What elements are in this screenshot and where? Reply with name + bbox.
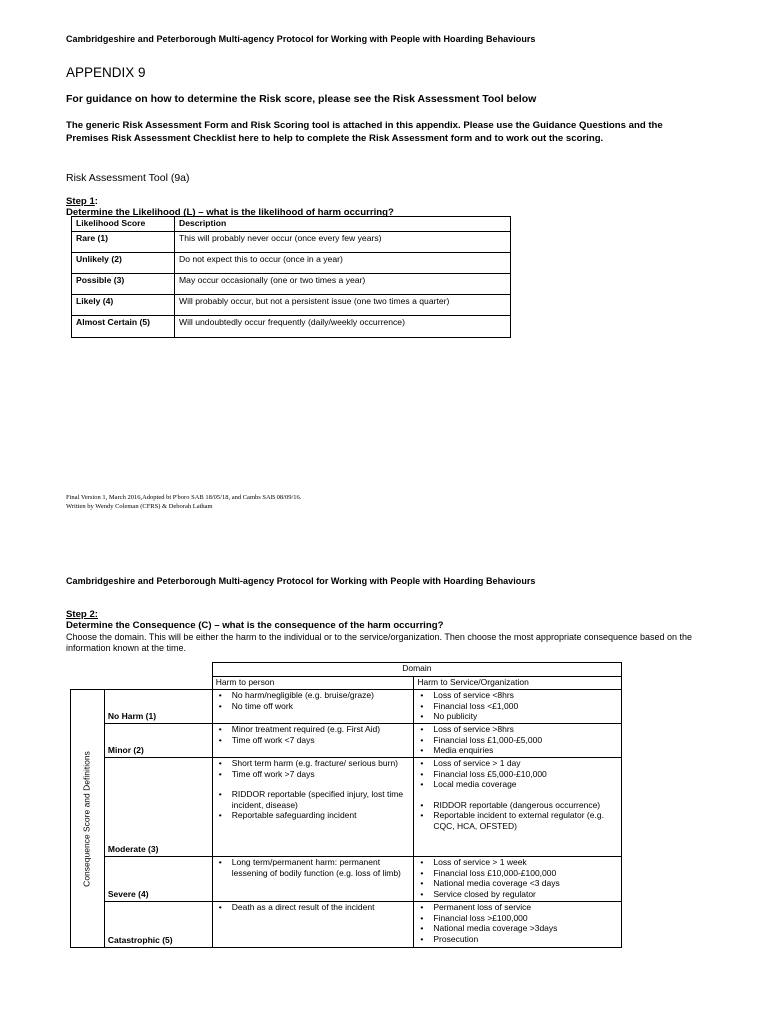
- side-label-cell: [71, 690, 105, 948]
- service-cell: [414, 758, 622, 857]
- likelihood-header-description: Description: [175, 217, 511, 232]
- likelihood-header-score: Likelihood Score: [72, 217, 175, 232]
- list-item: • Financial loss >£100,000: [433, 913, 618, 924]
- likelihood-score: Almost Certain (5): [72, 316, 175, 338]
- service-cell: [414, 690, 622, 724]
- blank-corner: [71, 677, 213, 690]
- list-item: • Reportable safeguarding incident: [232, 810, 411, 821]
- person-cell: [212, 857, 414, 902]
- person-cell: [212, 724, 414, 758]
- likelihood-row: [72, 295, 511, 316]
- guidance-line: For guidance on how to determine the Risk score, please see the Risk Assessment Tool below: [66, 93, 537, 105]
- service-cell: [414, 857, 622, 902]
- list-item: • Permanent loss of service: [433, 902, 618, 913]
- list-item: • RIDDOR reportable (specified injury, lost time incident, disease): [232, 789, 411, 810]
- list-item: • Financial loss <£1,000: [433, 701, 618, 712]
- list-item: • Financial loss £10,000-£100,000: [433, 868, 618, 879]
- side-label: Consequence Score and Definitions: [82, 750, 93, 887]
- step1-colon: :: [94, 196, 98, 207]
- step2-description: Choose the domain. This will be either the harm to the individual or to the service/organization. Then choose the most appropriate consequence based on the information known at the time.: [66, 632, 693, 653]
- tool-title: Risk Assessment Tool (9a): [66, 172, 190, 184]
- consequence-row: [71, 857, 622, 902]
- step2-heading: [66, 609, 443, 631]
- harm-to-person-header: Harm to person: [212, 677, 414, 690]
- likelihood-score: Unlikely (2): [72, 253, 175, 274]
- consequence-row: [71, 690, 622, 724]
- service-cell: [414, 724, 622, 758]
- intro-paragraph: The generic Risk Assessment Form and Risk Scoring tool is attached in this appendix. Please use the Guidance Questions and the Premises Risk Assessment Checklist here to help to complete the Risk Assessment form and to work out the scoring.: [66, 120, 663, 144]
- step1-label: Step 1: [66, 196, 95, 207]
- consequence-label: Severe (4): [104, 857, 212, 902]
- list-item: • Financial loss £5,000-£10,000: [433, 769, 618, 780]
- step2-text: Determine the Consequence (C) – what is the consequence of the harm occurring?: [66, 620, 444, 631]
- consequence-label: Catastrophic (5): [104, 902, 212, 948]
- domain-header: Domain: [212, 663, 621, 677]
- list-item: • Time off work <7 days: [232, 735, 411, 746]
- list-item: • National media coverage <3 days: [433, 878, 618, 889]
- likelihood-description: Do not expect this to occur (once in a year): [175, 253, 511, 274]
- list-item: • Local media coverage: [433, 779, 618, 790]
- list-item: • Minor treatment required (e.g. First Aid): [232, 724, 411, 735]
- likelihood-description: May occur occasionally (one or two times a year): [175, 274, 511, 295]
- page-footer: [66, 493, 301, 511]
- harm-to-service-header: Harm to Service/Organization: [414, 677, 622, 690]
- list-item: • Loss of service > 1 week: [433, 857, 618, 868]
- consequence-table: [70, 662, 622, 948]
- list-item: • Loss of service <8hrs: [433, 690, 618, 701]
- likelihood-row: [72, 274, 511, 295]
- consequence-row: [71, 758, 622, 857]
- list-item: • Loss of service > 1 day: [433, 758, 618, 769]
- footer-version-line: Final Version 1, March 2016,Adopted bt P'boro SAB 18/05/18, and Cambs SAB 08/09/16.: [66, 494, 302, 501]
- column-header-row: [71, 677, 622, 690]
- list-item: • Short term harm (e.g. fracture/ serious burn): [232, 758, 411, 769]
- list-item: • No publicity: [433, 711, 618, 722]
- likelihood-score: Rare (1): [72, 232, 175, 253]
- likelihood-description: Will probably occur, but not a persistent issue (one two times a quarter): [175, 295, 511, 316]
- likelihood-table: [71, 216, 511, 338]
- consequence-row: [71, 902, 622, 948]
- list-item: • RIDDOR reportable (dangerous occurrence): [433, 800, 618, 811]
- consequence-label: Minor (2): [104, 724, 212, 758]
- likelihood-score: Likely (4): [72, 295, 175, 316]
- person-cell: [212, 758, 414, 857]
- likelihood-description: Will undoubtedly occur frequently (daily/weekly occurrence): [175, 316, 511, 338]
- list-item: • Time off work >7 days: [232, 769, 411, 780]
- blank-corner: [71, 663, 213, 677]
- page2-header: Cambridgeshire and Peterborough Multi-agency Protocol for Working with People with Hoarding Behaviours: [66, 576, 536, 586]
- list-item: • Prosecution: [433, 934, 618, 945]
- list-item: • No time off work: [232, 701, 411, 712]
- list-item: • Financial loss £1,000-£5,000: [433, 735, 618, 746]
- likelihood-description: This will probably never occur (once every few years): [175, 232, 511, 253]
- list-item: • Death as a direct result of the incident: [232, 902, 411, 913]
- step2-label: Step 2:: [66, 609, 98, 620]
- list-item: • Long term/permanent harm: permanent lessening of bodily function (e.g. loss of limb): [232, 857, 411, 878]
- person-cell: [212, 690, 414, 724]
- list-item: • Reportable incident to external regulator (e.g. CQC, HCA, OFSTED): [433, 810, 618, 831]
- consequence-label: No Harm (1): [104, 690, 212, 724]
- domain-row: [71, 663, 622, 677]
- service-cell: [414, 902, 622, 948]
- likelihood-row: [72, 232, 511, 253]
- step1-heading: [66, 196, 394, 218]
- page-header: Cambridgeshire and Peterborough Multi-agency Protocol for Working with People with Hoarding Behaviours: [66, 34, 536, 44]
- likelihood-row: [72, 316, 511, 338]
- appendix-title: APPENDIX 9: [66, 65, 146, 80]
- footer-author-line: Written by Wendy Coleman (CFRS) & Deborah Latham: [66, 503, 213, 510]
- consequence-label: Moderate (3): [104, 758, 212, 857]
- consequence-row: [71, 724, 622, 758]
- list-item: • Media enquiries: [433, 745, 618, 756]
- step1-text: Determine the Likelihood (L) – what is the likelihood of harm occurring?: [66, 207, 394, 218]
- likelihood-score: Possible (3): [72, 274, 175, 295]
- person-cell: [212, 902, 414, 948]
- list-item: • No harm/negligible (e.g. bruise/graze): [232, 690, 411, 701]
- list-item: • National media coverage >3days: [433, 923, 618, 934]
- likelihood-row: [72, 253, 511, 274]
- likelihood-header-row: [72, 217, 511, 232]
- list-item: • Service closed by regulator: [433, 889, 618, 900]
- list-item: • Loss of service >8hrs: [433, 724, 618, 735]
